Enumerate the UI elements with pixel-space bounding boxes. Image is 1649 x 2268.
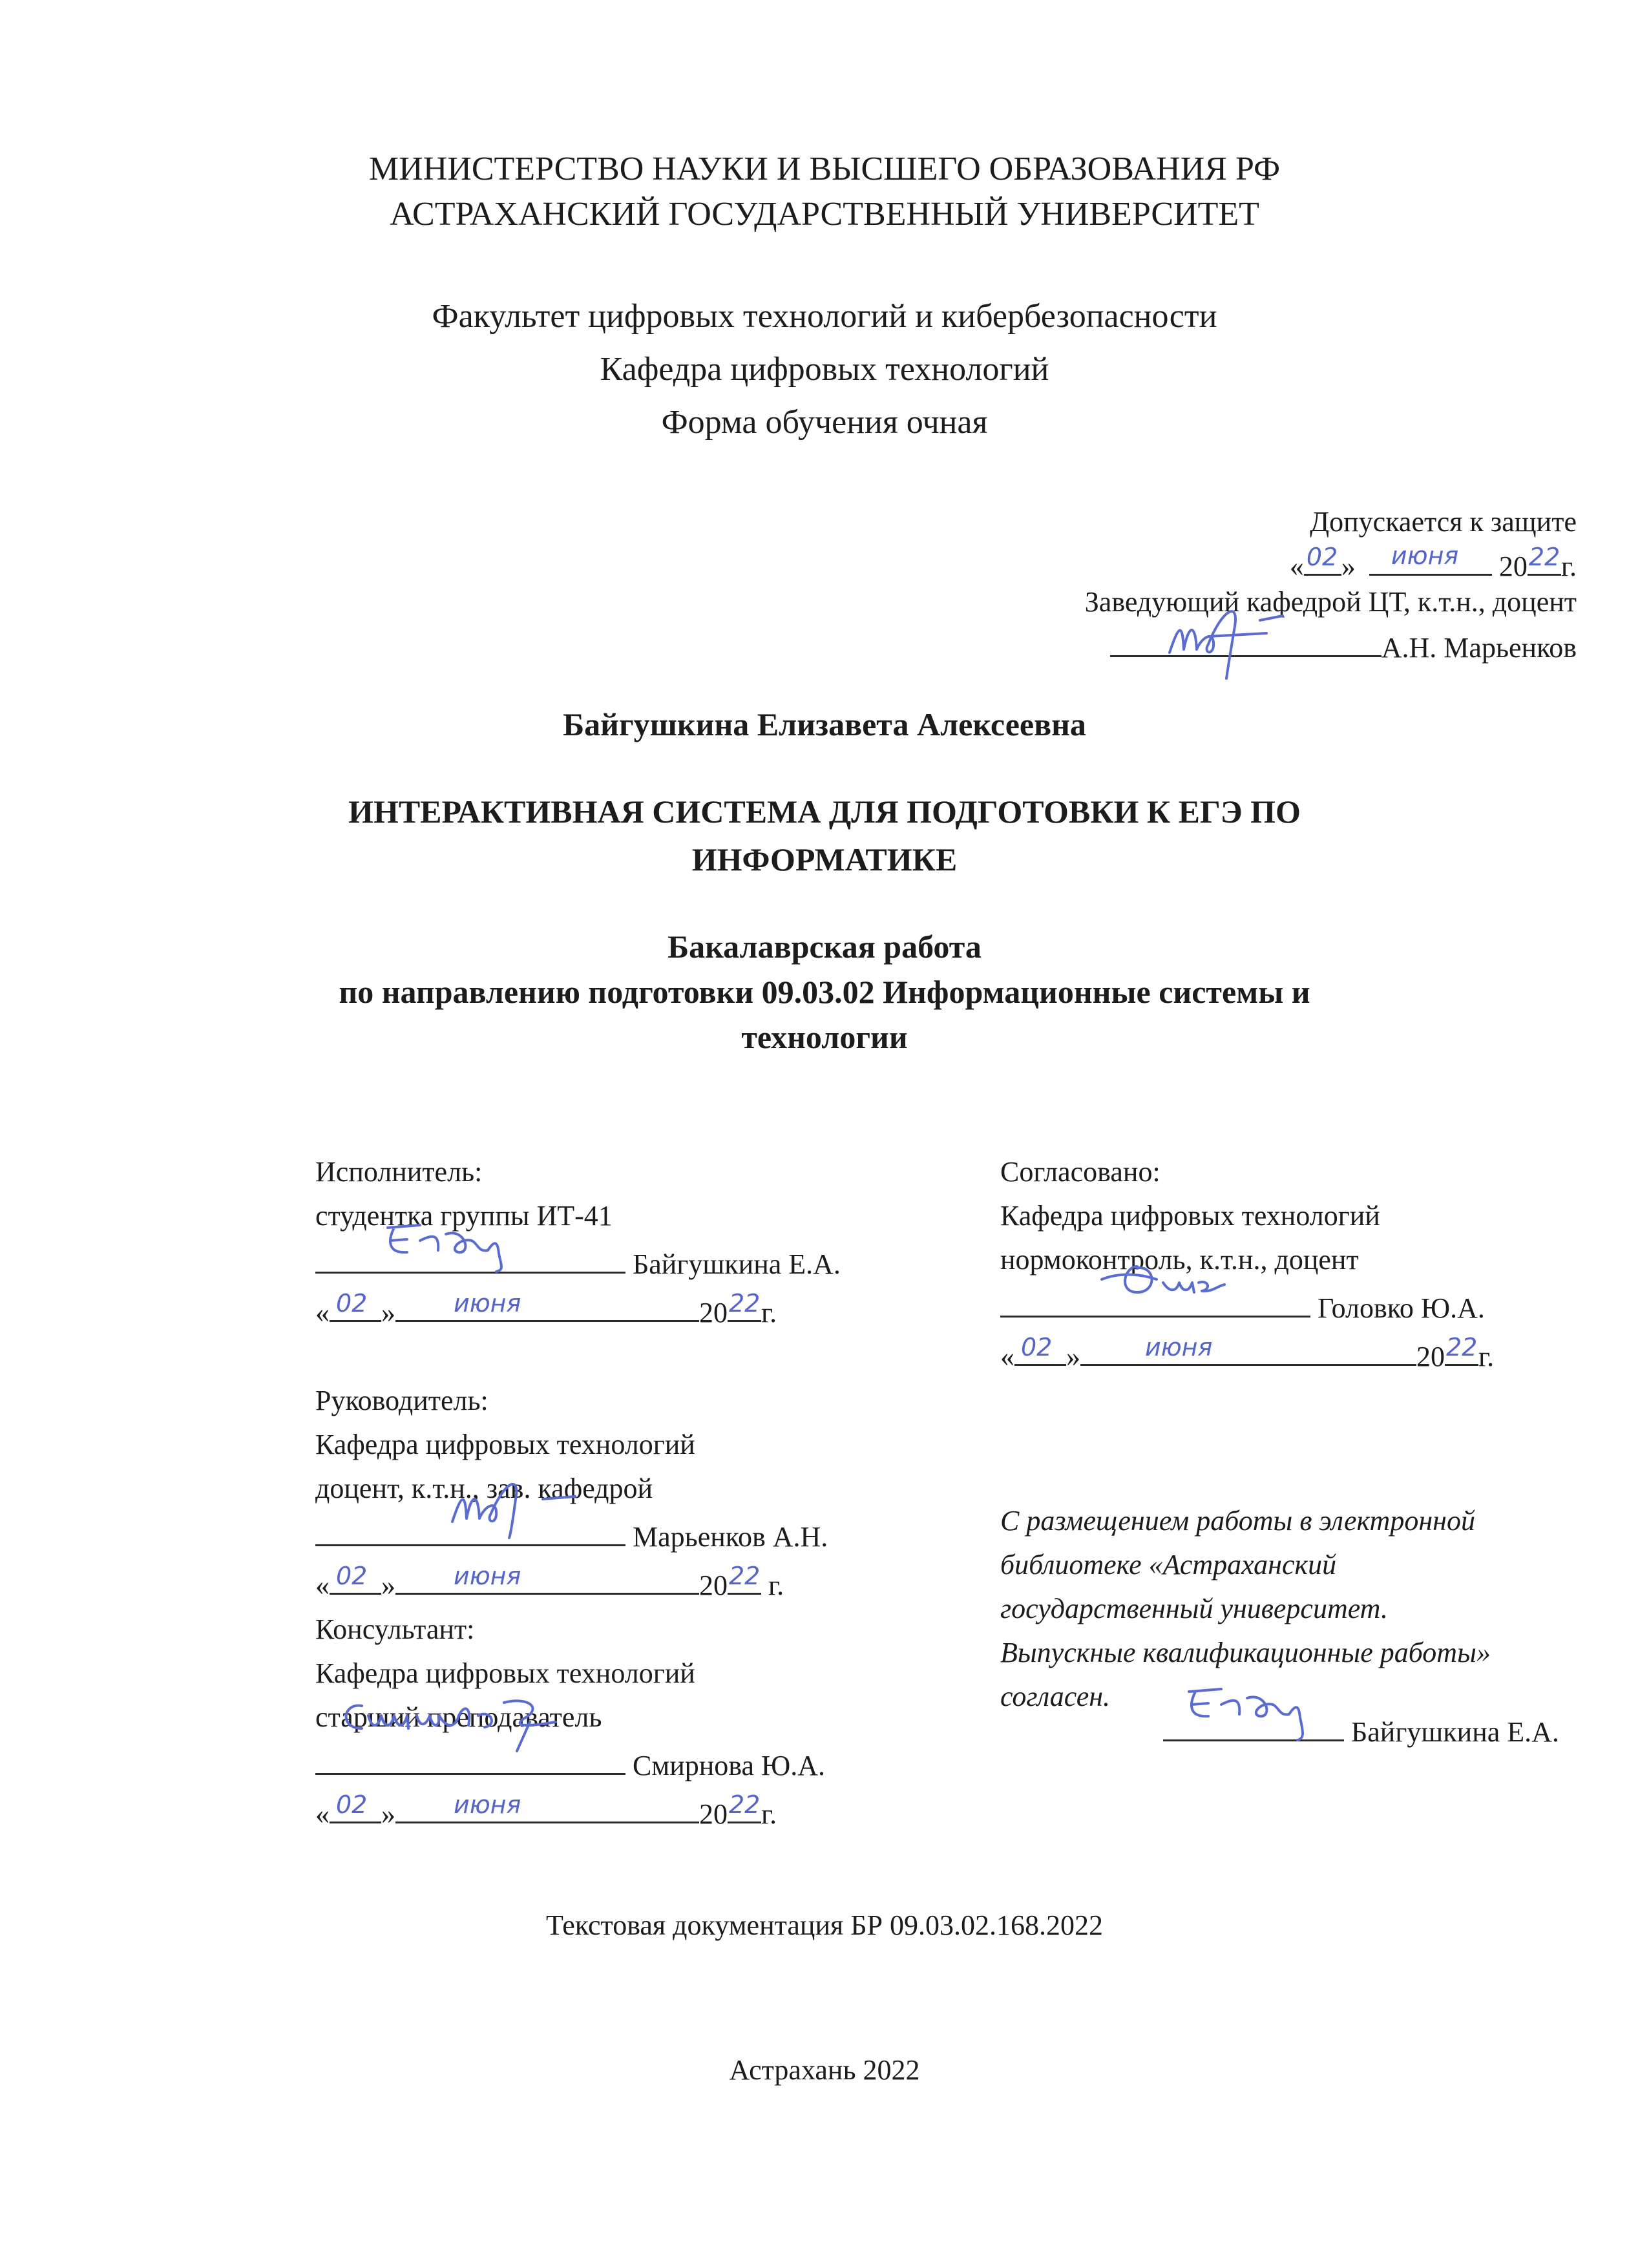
direction-line-1: по направлению подготовки 09.03.02 Информационные системы и — [339, 974, 1310, 1010]
consent-line-4: Выпускные квалификационные работы» — [1000, 1637, 1491, 1668]
agreed-title: нормоконтроль, к.т.н., доцент — [1000, 1244, 1359, 1276]
executor-signature-line: Байгушкина Е.А. — [315, 1238, 841, 1286]
consultant-label: Консультант: — [315, 1613, 475, 1645]
agreed-signature-line: Головко Ю.А. — [1000, 1282, 1494, 1330]
executor-group: студентка группы ИТ-41 — [315, 1200, 613, 1232]
agreed-signature — [1098, 1260, 1228, 1318]
study-form: Форма обучения очная — [661, 404, 988, 441]
consent-line-1: С размещением работы в электронной — [1000, 1505, 1475, 1537]
supervisor-title: доцент, к.т.н., зав. кафедрой — [315, 1473, 653, 1504]
head-signature-line: А.Н. Марьенков — [1110, 622, 1577, 670]
author-name: Байгушкина Елизавета Алексеевна — [563, 706, 1086, 742]
city-year: Астрахань 2022 — [729, 2054, 920, 2086]
consultant-signature-line: Смирнова Ю.А. — [315, 1739, 841, 1788]
topic-line-1: ИНТЕРАКТИВНАЯ СИСТЕМА ДЛЯ ПОДГОТОВКИ К ЕГЭ ПО — [348, 793, 1301, 830]
consent-line-3: государственный университет. — [1000, 1593, 1388, 1624]
topic-line-2: ИНФОРМАТИКЕ — [691, 841, 958, 877]
agreed-dept: Кафедра цифровых технологий — [1000, 1200, 1380, 1232]
right-column — [1000, 1150, 1494, 1379]
consent-signature — [1182, 1679, 1325, 1756]
faculty-name: Факультет цифровых технологий и кибербезопасности — [432, 298, 1217, 335]
executor-date: « 02 » июня 20 22 г. — [315, 1286, 841, 1335]
agreed-date: « 02 » июня 20 22 г. — [1000, 1330, 1494, 1379]
consent-signature-line: Байгушкина Е.А. — [1163, 1706, 1559, 1754]
ministry-name: МИНИСТЕРСТВО НАУКИ И ВЫСШЕГО ОБРАЗОВАНИЯ РФ — [368, 151, 1281, 187]
supervisor-signature-line: Марьенков А.Н. — [315, 1511, 841, 1559]
direction-line-2: технологии — [741, 1019, 908, 1055]
university-name: АСТРАХАНСКИЙ ГОСУДАРСТВЕННЫЙ УНИВЕРСИТЕТ — [390, 196, 1259, 233]
supervisor-dept: Кафедра цифровых технологий — [315, 1429, 695, 1460]
head-title: Заведующий кафедрой ЦТ, к.т.н., доцент — [1084, 586, 1577, 618]
consultant-dept: Кафедра цифровых технологий — [315, 1657, 695, 1689]
executor-label: Исполнитель: — [315, 1156, 483, 1188]
admitted-text: Допускается к защите — [1310, 506, 1577, 538]
executor-signature — [381, 1215, 523, 1286]
work-type: Бакалаврская работа — [667, 929, 982, 965]
consultant-title: старший преподаватель — [315, 1701, 602, 1733]
consultant-date: « 02 » июня 20 22 г. — [315, 1788, 841, 1836]
supervisor-signature — [446, 1473, 588, 1551]
agreed-label: Согласовано: — [1000, 1156, 1161, 1188]
supervisor-date: « 02 » июня 20 22 г. — [315, 1559, 841, 1608]
consent-line-2: библиотеке «Астраханский — [1000, 1549, 1337, 1580]
head-signature — [1163, 585, 1292, 695]
approval-date: « 02 » июня 20 22 г. — [1289, 541, 1577, 582]
doc-code: Текстовая документация БР 09.03.02.168.2022 — [546, 1909, 1103, 1941]
consent-line-5: согласен. — [1000, 1681, 1111, 1712]
department-name: Кафедра цифровых технологий — [600, 351, 1049, 388]
consultant-signature — [336, 1690, 569, 1767]
supervisor-label: Руководитель: — [315, 1385, 488, 1416]
